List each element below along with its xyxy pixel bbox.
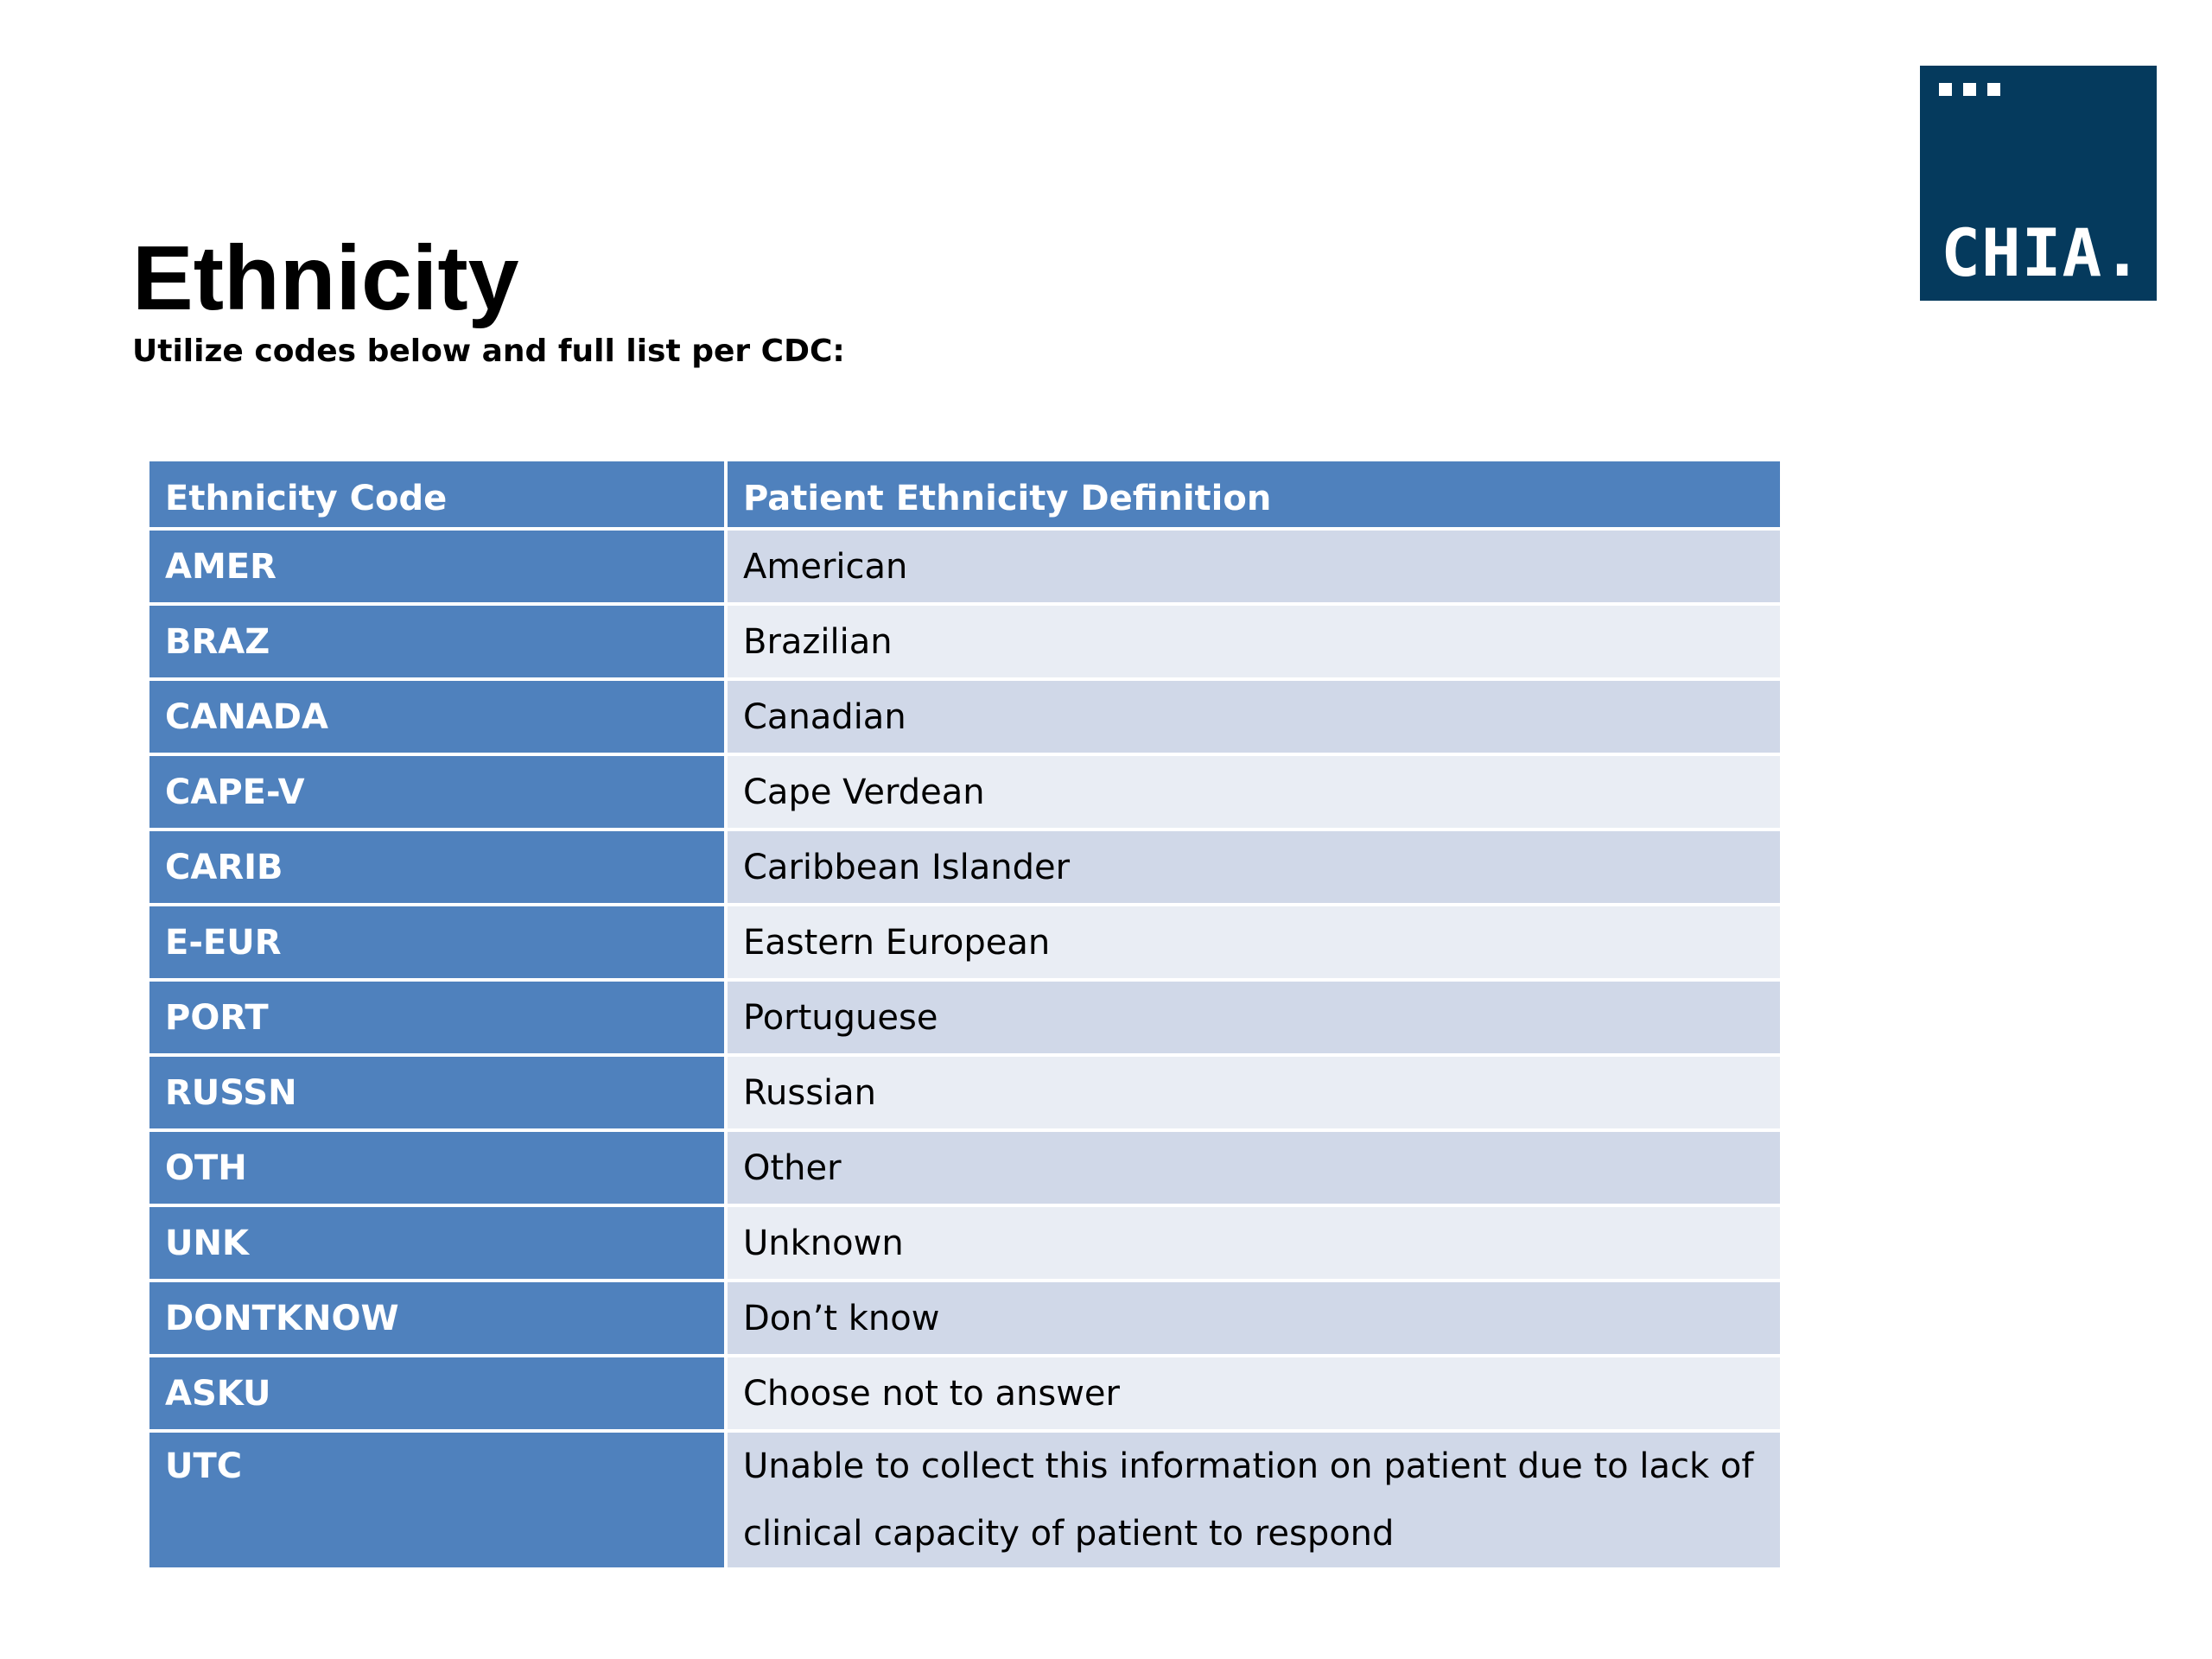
logo-dot: [1963, 83, 1976, 96]
table-row: [148, 905, 1782, 980]
logo-dots: [1939, 83, 2000, 96]
ethnicity-code-cell: CARIB: [148, 830, 726, 905]
table-row: [148, 1055, 1782, 1130]
ethnicity-definition-cell: American: [726, 529, 1782, 604]
logo-dot: [1987, 83, 2000, 96]
header-ethnicity-code: Ethnicity Code: [148, 460, 726, 529]
ethnicity-code-cell: OTH: [148, 1130, 726, 1205]
table-header-row: [148, 460, 1782, 529]
page-title: Ethnicity: [132, 227, 519, 329]
table-row: [148, 980, 1782, 1055]
table-row: [148, 754, 1782, 830]
ethnicity-definition-cell: Other: [726, 1130, 1782, 1205]
table-row: [148, 1281, 1782, 1356]
table-row: [148, 1130, 1782, 1205]
chia-logo-icon: [1920, 66, 2157, 301]
ethnicity-definition-cell: Unable to collect this information on patient due to lack of clinical capacity of patient to respond: [726, 1431, 1782, 1569]
ethnicity-table: [146, 458, 1783, 1571]
table-row: [148, 1431, 1782, 1569]
ethnicity-definition-cell: Cape Verdean: [726, 754, 1782, 830]
ethnicity-code-cell: DONTKNOW: [148, 1281, 726, 1356]
ethnicity-code-cell: CANADA: [148, 679, 726, 754]
logo-dot: [1939, 83, 1952, 96]
table-row: [148, 604, 1782, 679]
ethnicity-definition-cell: Brazilian: [726, 604, 1782, 679]
ethnicity-code-cell: ASKU: [148, 1356, 726, 1431]
header-patient-ethnicity-definition: Patient Ethnicity Definition: [726, 460, 1782, 529]
table-row: [148, 1356, 1782, 1431]
ethnicity-definition-cell: Don’t know: [726, 1281, 1782, 1356]
logo-wordmark: CHIA.: [1941, 214, 2143, 291]
ethnicity-code-cell: AMER: [148, 529, 726, 604]
ethnicity-code-cell: UNK: [148, 1205, 726, 1281]
ethnicity-code-cell: UTC: [148, 1431, 726, 1569]
table-row: [148, 529, 1782, 604]
table-row: [148, 679, 1782, 754]
table-row: [148, 830, 1782, 905]
ethnicity-definition-cell: Caribbean Islander: [726, 830, 1782, 905]
ethnicity-definition-cell: Choose not to answer: [726, 1356, 1782, 1431]
ethnicity-definition-cell: Canadian: [726, 679, 1782, 754]
page-subtitle: Utilize codes below and full list per CDC:: [132, 334, 845, 369]
ethnicity-code-cell: PORT: [148, 980, 726, 1055]
ethnicity-definition-cell: Portuguese: [726, 980, 1782, 1055]
ethnicity-code-cell: E-EUR: [148, 905, 726, 980]
ethnicity-code-cell: BRAZ: [148, 604, 726, 679]
ethnicity-definition-cell: Unknown: [726, 1205, 1782, 1281]
ethnicity-code-cell: RUSSN: [148, 1055, 726, 1130]
ethnicity-definition-cell: Eastern European: [726, 905, 1782, 980]
table-row: [148, 1205, 1782, 1281]
ethnicity-code-cell: CAPE-V: [148, 754, 726, 830]
ethnicity-definition-cell: Russian: [726, 1055, 1782, 1130]
